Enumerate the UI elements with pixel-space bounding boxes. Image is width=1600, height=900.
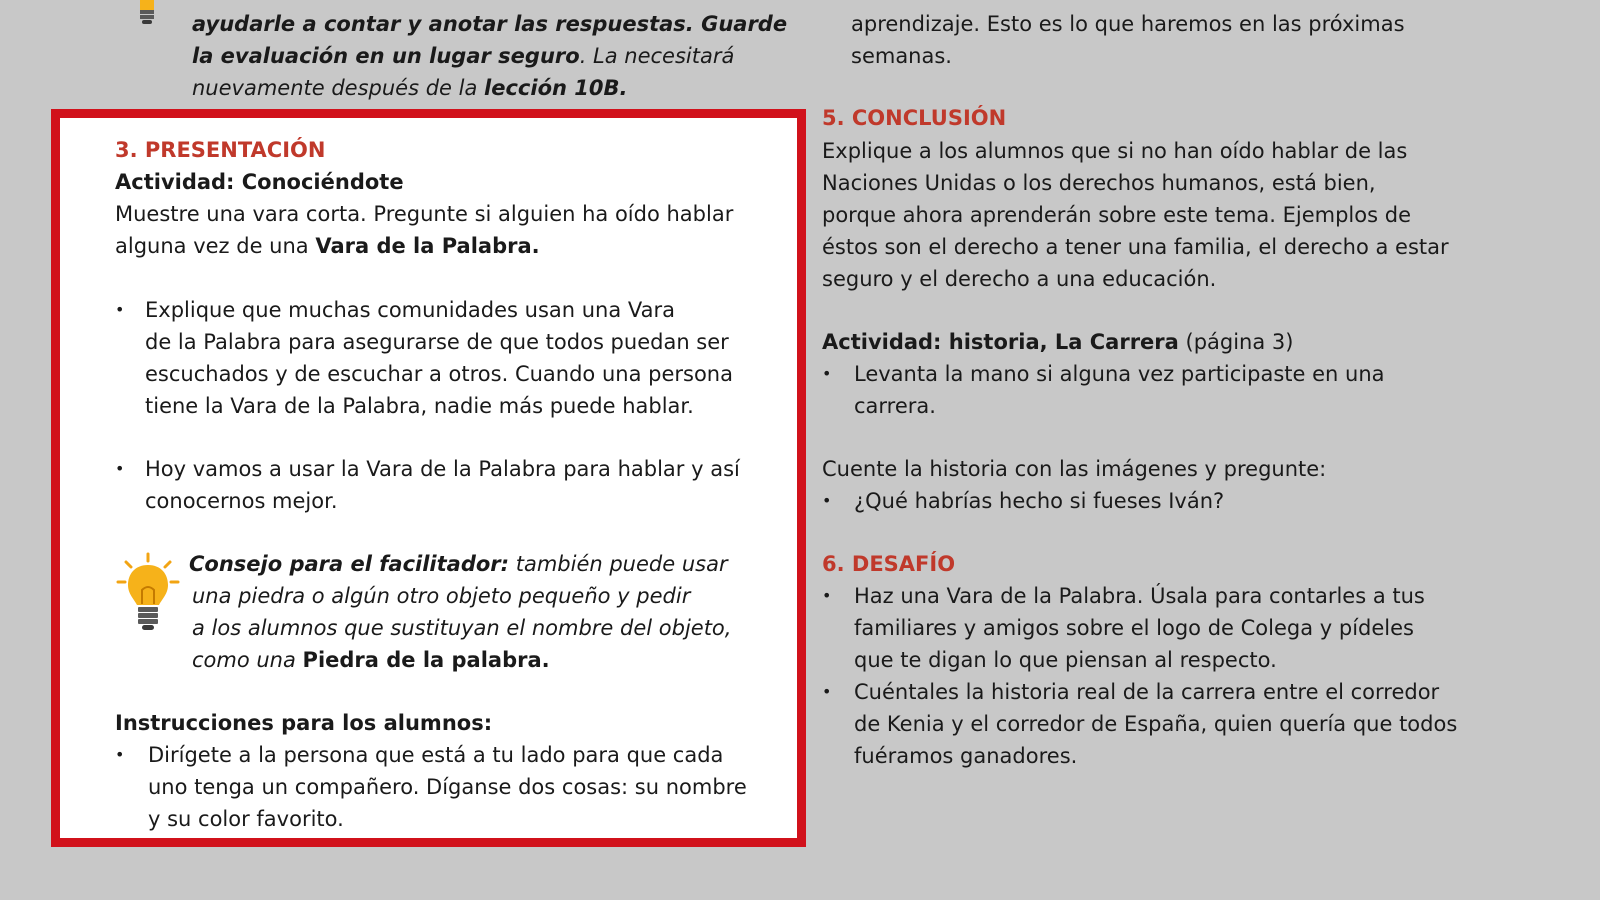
top-right-line-2: semanas. xyxy=(851,44,952,68)
conclusion-heading: 5. CONCLUSIÓN xyxy=(822,106,1007,130)
presentacion-heading: 3. PRESENTACIÓN xyxy=(115,138,326,162)
presentacion-intro-2 xyxy=(115,230,540,262)
desafio-b2-line-2: de Kenia y el corredor de España, quien quería que todos xyxy=(854,712,1458,736)
top-left-rest: . La necesitará xyxy=(579,44,735,68)
top-left-line-1: ayudarle a contar y anotar las respuestas. Guarde xyxy=(192,12,788,36)
conclusion-story: Cuente la historia con las imágenes y pregunte: xyxy=(822,457,1327,481)
lightbulb-icon xyxy=(116,552,180,634)
top-left-line-3 xyxy=(192,72,627,104)
pres-b1-line-2: de la Palabra para asegurarse de que todos puedan ser xyxy=(145,330,729,354)
desafio-b1-line-3: que te digan lo que piensan al respecto. xyxy=(854,648,1277,672)
conclusion-p-1: Explique a los alumnos que si no han oído hablar de las xyxy=(822,139,1408,163)
bullet-mark: • xyxy=(822,364,832,383)
desafio-b1-line-2: familiares y amigos sobre el logo de Colega y pídeles xyxy=(854,616,1414,640)
conclusion-p-4: éstos son el derecho a tener una familia, el derecho a estar xyxy=(822,235,1449,259)
conclusion-activity-rest: (página 3) xyxy=(1178,330,1294,354)
pres-b2-line-2: conocernos mejor. xyxy=(145,489,338,513)
pres-b1-line-3: escuchados y de escuchar a otros. Cuando una persona xyxy=(145,362,733,386)
tip-line-1 xyxy=(189,548,728,580)
top-left-l3a: nuevamente después de la xyxy=(192,76,485,100)
top-left-l3bold: lección 10B. xyxy=(484,76,628,100)
conclusion-activity xyxy=(822,326,1293,358)
conclusion-p-3: porque ahora aprenderán sobre este tema. Ejemplos de xyxy=(822,203,1411,227)
tip-line-2: una piedra o algún otro objeto pequeño y pedir xyxy=(192,584,691,608)
presentacion-intro-1: Muestre una vara corta. Pregunte si alguien ha oído hablar xyxy=(115,202,734,226)
bullet-mark: • xyxy=(115,300,125,319)
intro2-bold: Vara de la Palabra. xyxy=(315,234,540,258)
conclusion-activity-bold: Actividad: historia, La Carrera xyxy=(822,330,1179,354)
tip-4bold: Piedra de la palabra. xyxy=(302,648,550,672)
intro2-a: alguna vez de una xyxy=(115,234,316,258)
desafio-b1-line-1: Haz una Vara de la Palabra. Úsala para contarles a tus xyxy=(854,584,1425,608)
conclusion-b1-line-1: Levanta la mano si alguna vez participaste en una xyxy=(854,362,1385,386)
bullet-mark: • xyxy=(115,459,125,478)
bullet-mark: • xyxy=(822,682,832,701)
bullet-mark: • xyxy=(822,586,832,605)
instr-line-2: uno tenga un compañero. Díganse dos cosas: su nombre xyxy=(148,775,747,799)
top-left-line-2 xyxy=(192,40,734,72)
conclusion-p-2: Naciones Unidas o los derechos humanos, está bien, xyxy=(822,171,1376,195)
desafio-b2-line-3: fuéramos ganadores. xyxy=(854,744,1078,768)
conclusion-b2: ¿Qué habrías hecho si fueses Iván? xyxy=(854,489,1225,513)
desafio-heading: 6. DESAFÍO xyxy=(822,552,956,576)
bullet-mark: • xyxy=(822,491,832,510)
tip-bold: Consejo para el facilitador: xyxy=(189,552,510,576)
pres-b1-line-4: tiene la Vara de la Palabra, nadie más puede hablar. xyxy=(145,394,694,418)
pres-b1-line-1: Explique que muchas comunidades usan una Vara xyxy=(145,298,676,322)
instructions-heading: Instrucciones para los alumnos: xyxy=(115,711,493,735)
tip-4a: como una xyxy=(192,648,303,672)
instr-line-1: Dirígete a la persona que está a tu lado para que cada xyxy=(148,743,724,767)
instr-line-3: y su color favorito. xyxy=(148,807,344,831)
conclusion-p-5: seguro y el derecho a una educación. xyxy=(822,267,1217,291)
top-right-line-1: aprendizaje. Esto es lo que haremos en las próximas xyxy=(851,12,1405,36)
tip-line-3: a los alumnos que sustituyan el nombre del objeto, xyxy=(192,616,732,640)
presentacion-activity: Actividad: Conociéndote xyxy=(115,170,404,194)
tip-rest: también puede usar xyxy=(509,552,728,576)
tip-line-4 xyxy=(192,644,550,676)
top-left-bold: la evaluación en un lugar seguro xyxy=(192,44,580,68)
pres-b2-line-1: Hoy vamos a usar la Vara de la Palabra para hablar y así xyxy=(145,457,740,481)
desafio-b2-line-1: Cuéntales la historia real de la carrera entre el corredor xyxy=(854,680,1440,704)
lightbulb-icon xyxy=(130,0,164,26)
conclusion-b1-line-2: carrera. xyxy=(854,394,936,418)
bullet-mark: • xyxy=(115,745,125,764)
